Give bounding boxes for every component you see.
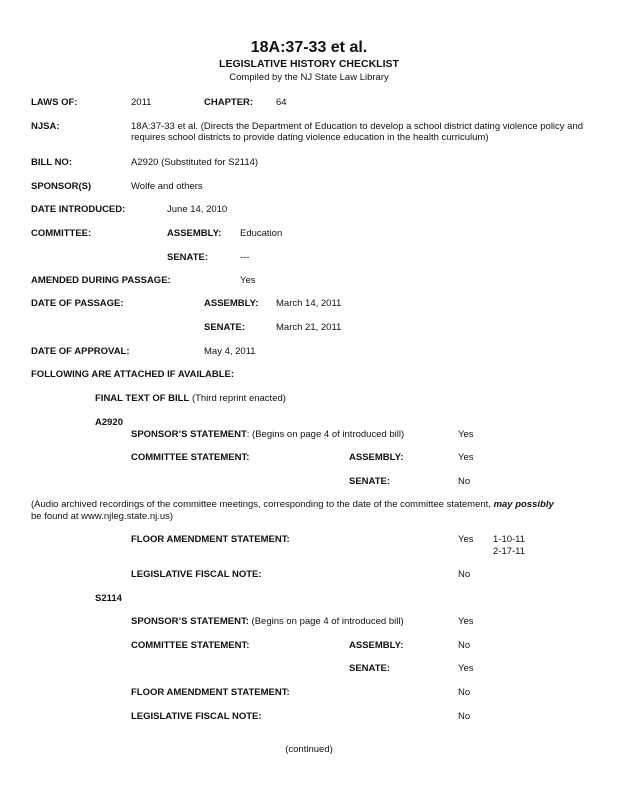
date-introduced-label: DATE INTRODUCED:: [31, 204, 126, 215]
final-text-label: FINAL TEXT OF BILL: [95, 393, 190, 404]
final-text-row: [95, 393, 286, 404]
a2920-assembly-label: ASSEMBLY:: [349, 452, 404, 463]
chapter-label: CHAPTER:: [204, 97, 254, 108]
laws-of-label: LAWS OF:: [31, 97, 78, 108]
s2114-senate-value: Yes: [458, 663, 474, 674]
a2920-fiscal-label: LEGISLATIVE FISCAL NOTE:: [131, 569, 262, 580]
njsa-label: NJSA:: [31, 121, 60, 132]
compiled-by: Compiled by the NJ State Law Library: [229, 72, 389, 83]
passage-assembly-label: ASSEMBLY:: [204, 298, 259, 309]
s2114-fiscal-value: No: [458, 711, 471, 722]
passage-senate-label: SENATE:: [204, 322, 245, 333]
a2920-floor-value: Yes: [458, 534, 474, 545]
attached-heading: FOLLOWING ARE ATTACHED IF AVAILABLE:: [31, 369, 234, 380]
a2920-sponsor-label: SPONSOR’S STATEMENT: [131, 429, 247, 440]
continued-footer: (continued): [285, 744, 333, 755]
bill-a2920-heading: A2920: [95, 417, 123, 428]
committee-label: COMMITTEE:: [31, 228, 92, 239]
committee-senate-label: SENATE:: [167, 252, 208, 263]
a2920-senate-label: SENATE:: [349, 476, 390, 487]
s2114-sponsor-value: Yes: [458, 616, 474, 627]
a2920-senate-value: No: [458, 476, 471, 487]
page-title: 18A:37-33 et al.: [250, 39, 368, 56]
a2920-committee-label: COMMITTEE STATEMENT:: [131, 452, 250, 463]
a2920-fiscal-value: No: [458, 569, 471, 580]
sponsors-label: SPONSOR(S): [31, 181, 92, 192]
laws-of-value: 2011: [131, 97, 152, 108]
a2920-sponsor-row: [131, 429, 404, 440]
passage-assembly-value: March 14, 2011: [276, 298, 342, 309]
amended-label: AMENDED DURING PASSAGE:: [31, 275, 171, 286]
amended-value: Yes: [240, 275, 256, 286]
bill-no-value: A2920 (Substituted for S2114): [131, 157, 259, 168]
committee-assembly-label: ASSEMBLY:: [167, 228, 222, 239]
committee-assembly-value: Education: [240, 228, 283, 239]
a2920-floor-date-1: 1-10-11: [493, 534, 526, 545]
s2114-sponsor-row: [131, 616, 404, 627]
a2920-sponsor-note: : (Begins on page 4 of introduced bill): [246, 429, 405, 440]
date-of-approval-label: DATE OF APPROVAL:: [31, 346, 130, 357]
bill-s2114-heading: S2114: [95, 593, 122, 604]
s2114-sponsor-note: (Begins on page 4 of introduced bill): [248, 616, 404, 627]
chapter-value: 64: [276, 97, 287, 108]
s2114-assembly-label: ASSEMBLY:: [349, 640, 404, 651]
bill-no-label: BILL NO:: [31, 157, 72, 168]
date-of-approval-value: May 4, 2011: [204, 346, 256, 357]
committee-senate-value: ---: [240, 252, 250, 263]
audio-note-emphasis: may possibly: [493, 499, 554, 510]
audio-archive-note: [31, 499, 603, 510]
page-subtitle: LEGISLATIVE HISTORY CHECKLIST: [219, 58, 399, 70]
s2114-senate-label: SENATE:: [349, 663, 390, 674]
a2920-sponsor-value: Yes: [458, 429, 474, 440]
s2114-fiscal-label: LEGISLATIVE FISCAL NOTE:: [131, 711, 262, 722]
audio-note-end: be found at www.njleg.state.nj.us): [31, 511, 174, 522]
s2114-floor-label: FLOOR AMENDMENT STATEMENT:: [131, 687, 290, 698]
s2114-assembly-value: No: [458, 640, 471, 651]
date-introduced-value: June 14, 2010: [167, 204, 228, 215]
date-of-passage-label: DATE OF PASSAGE:: [31, 298, 124, 309]
s2114-sponsor-label: SPONSOR’S STATEMENT:: [131, 616, 249, 627]
a2920-assembly-value: Yes: [458, 452, 474, 463]
a2920-floor-label: FLOOR AMENDMENT STATEMENT:: [131, 534, 290, 545]
final-text-note: (Third reprint enacted): [191, 393, 286, 404]
passage-senate-value: March 21, 2011: [276, 322, 342, 333]
audio-note-text: (Audio archived recordings of the committee meetings, corresponding to the date of the committee statement,: [31, 499, 494, 510]
sponsors-value: Wolfe and others: [131, 181, 203, 192]
njsa-description: 18A:37-33 et al. (Directs the Department of Education to develop a school district dating violence policy and requires school districts to provide dating violence education in the health curriculum): [131, 121, 584, 144]
a2920-floor-date-2: 2-17-11: [493, 546, 526, 557]
s2114-committee-label: COMMITTEE STATEMENT:: [131, 640, 250, 651]
s2114-floor-value: No: [458, 687, 471, 698]
